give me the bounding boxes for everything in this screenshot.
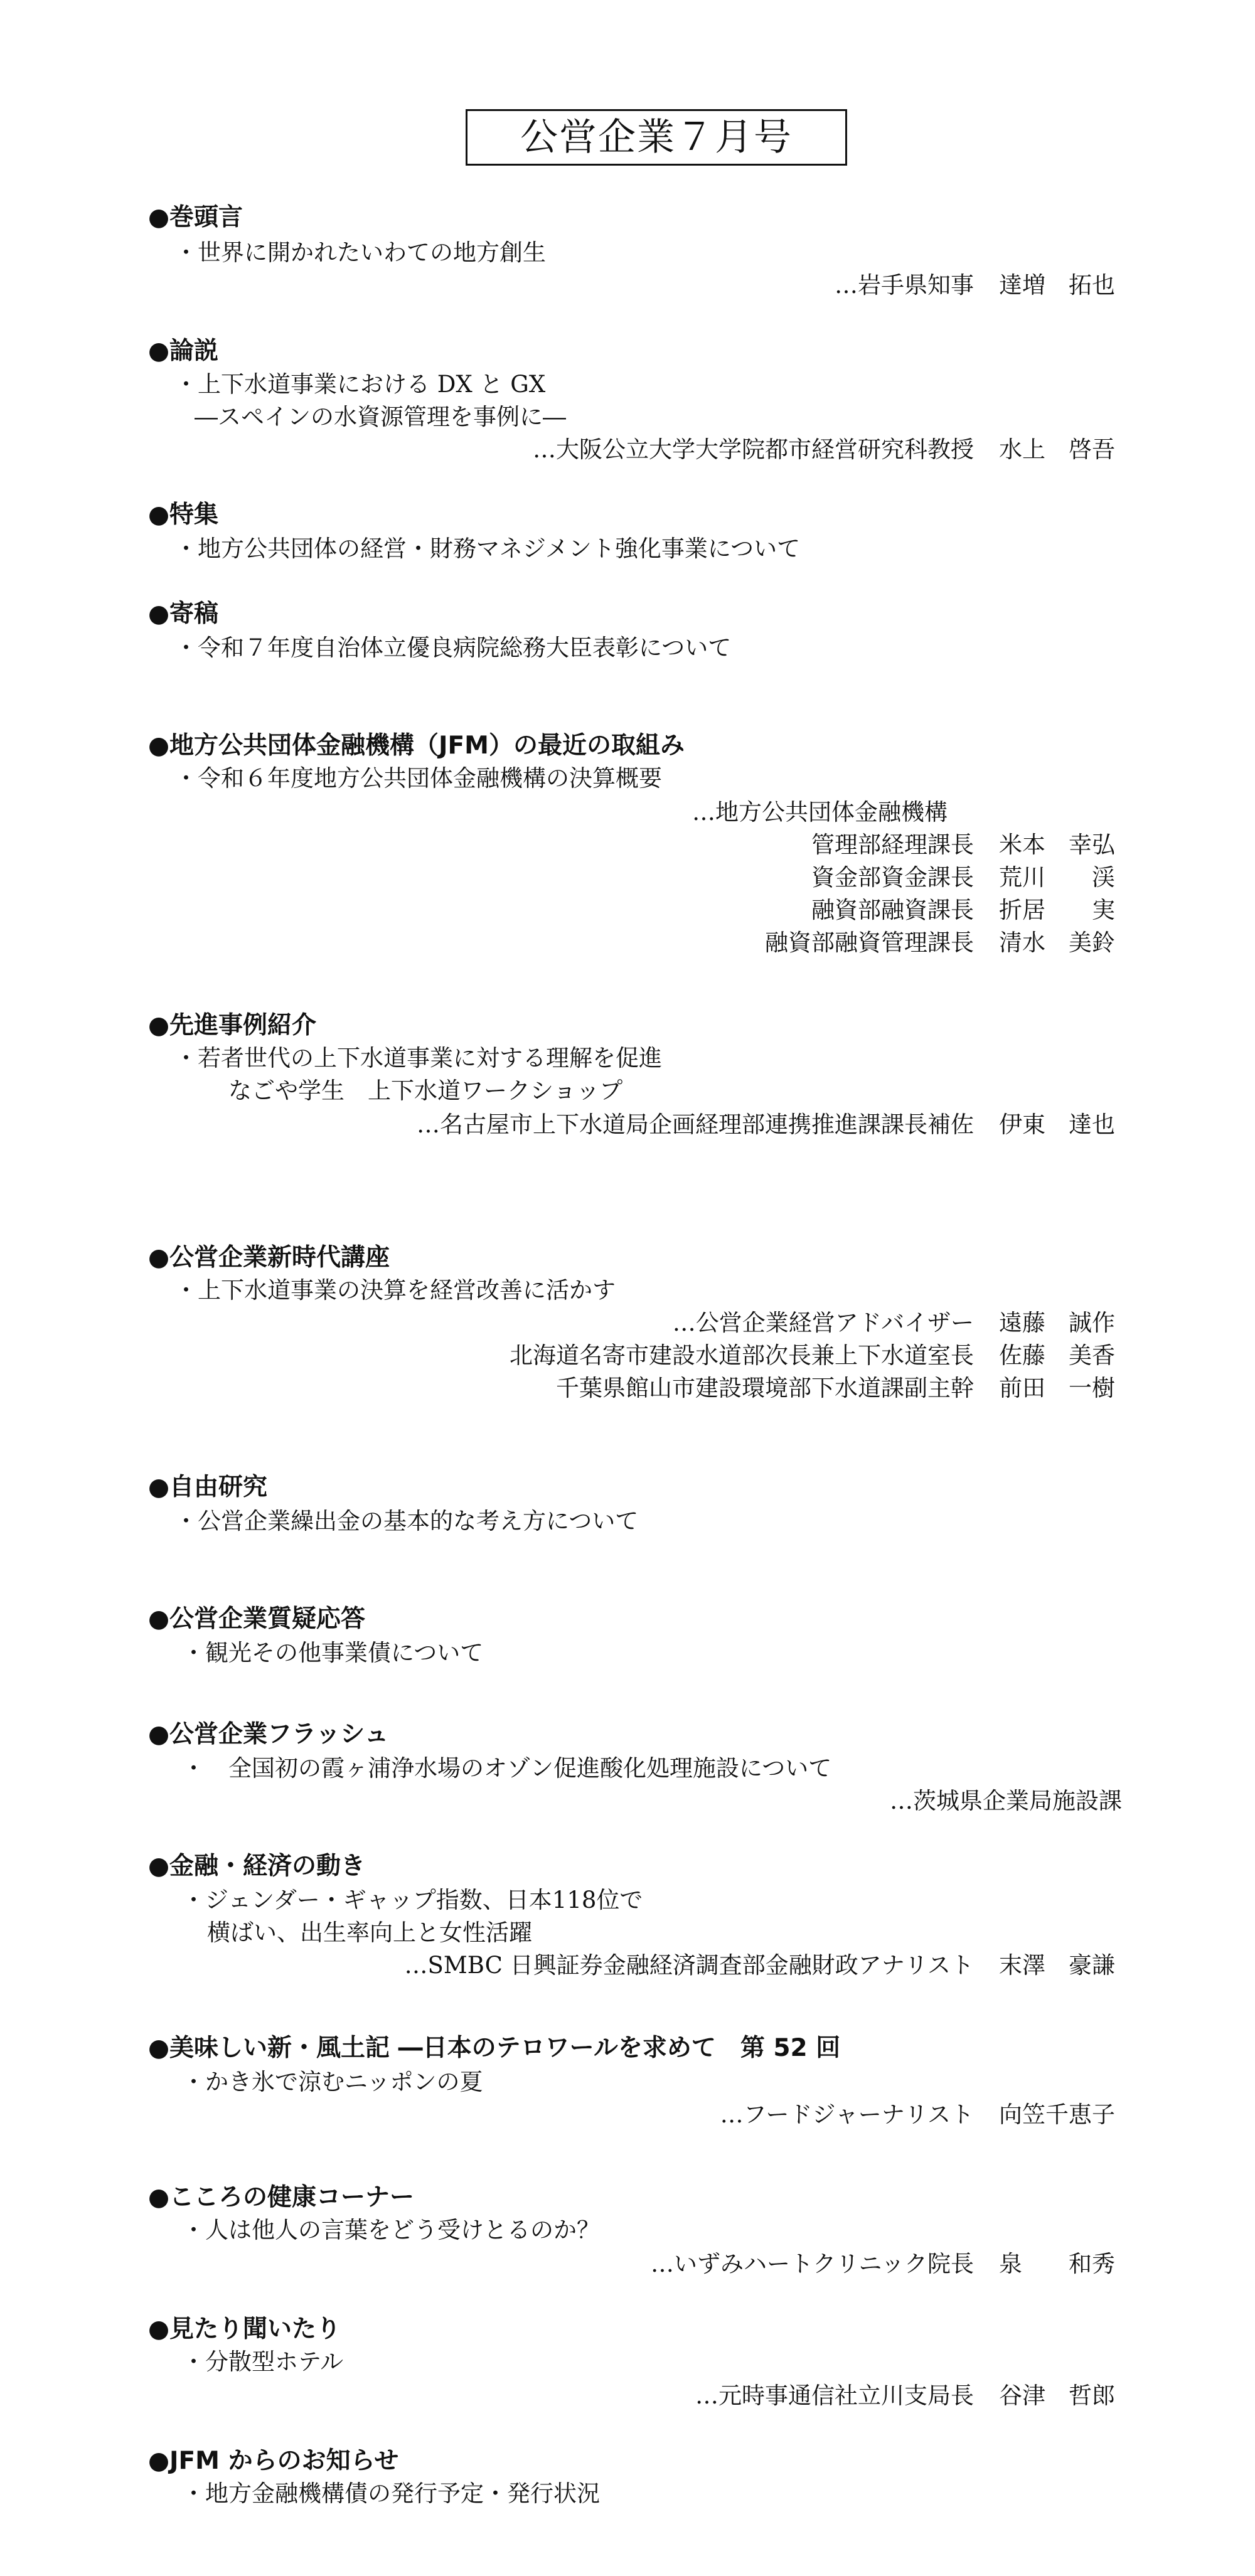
author-name: 折居 実 [999, 897, 1115, 923]
article-title: ・分散型ホテル [182, 2348, 344, 2375]
author-line [890, 1786, 1122, 1817]
section-heading-shitsugi: ●公営企業質疑応答 [148, 1605, 366, 1633]
author-role: 融資部融資管理課長 [765, 929, 974, 956]
article-title: ・ 全国初の霞ヶ浦浄水場のオゾン促進酸化処理施設について [182, 1755, 832, 1782]
author-line [811, 895, 1122, 926]
author-line [533, 434, 1122, 466]
author-line [811, 862, 1122, 893]
author-name: 清水 美鈴 [999, 929, 1115, 956]
article-title: ・世界に開かれたいわての地方創生 [174, 239, 546, 266]
author-line [405, 1950, 1122, 1981]
article-title: ・かき氷で涼むニッポンの夏 [182, 2068, 483, 2095]
section-heading-flash: ●公営企業フラッシュ [148, 1720, 389, 1748]
author-line [417, 1109, 1122, 1141]
article-subtitle: なごや学生 上下水道ワークショップ [228, 1077, 623, 1104]
article-title: ・人は他人の言葉をどう受けとるのか？ [182, 2217, 600, 2243]
section-heading-jfm: ●地方公共団体金融機構（JFM）の最近の取組み [148, 732, 685, 760]
author-line [695, 2380, 1122, 2412]
author-line [510, 1340, 1122, 1371]
author-name: 遠藤 誠作 [999, 1309, 1115, 1336]
author-role: 管理部経理課長 [811, 831, 974, 858]
author-role: 融資部融資課長 [811, 897, 974, 923]
author-affiliation: …公営企業経営アドバイザー [672, 1309, 974, 1336]
author-name: 米本 幸弘 [999, 831, 1115, 858]
author-affiliation: …フードジャーナリスト [720, 2101, 974, 2128]
article-title: ・観光その他事業債について [182, 1639, 484, 1666]
section-heading-ronsetsu: ●論説 [148, 337, 219, 365]
section-heading-oshirase: ●JFM からのお知らせ [148, 2447, 399, 2475]
author-name: 前田 一樹 [999, 1375, 1115, 1402]
section-heading-kantougen: ●巻頭言 [148, 203, 243, 232]
author-name: 末澤 豪謙 [999, 1952, 1115, 1979]
section-heading-kinyuu: ●金融・経済の動き [148, 1852, 366, 1880]
section-heading-shinjidai: ●公営企業新時代講座 [148, 1243, 390, 1272]
author-name: 達増 拓也 [999, 272, 1115, 299]
author-line [720, 2099, 1122, 2131]
author-name: 水上 啓吾 [999, 436, 1115, 463]
author-affiliation: …岩手県知事 [835, 272, 974, 299]
article-subtitle: ―スペインの水資源管理を事例に― [195, 403, 566, 430]
section-heading-jiyuu: ●自由研究 [148, 1473, 268, 1501]
section-heading-kokoro: ●こころの健康コーナー [148, 2183, 415, 2211]
article-title: ・上下水道事業における DX と GX [174, 371, 546, 398]
author-affiliation: …いずみハートクリニック院長 [650, 2250, 974, 2277]
author-affiliation: …元時事通信社立川支局長 [695, 2382, 974, 2409]
article-title: ・令和７年度自治体立優良病院総務大臣表彰について [174, 634, 732, 661]
author-line [765, 927, 1122, 959]
section-heading-kikou: ●寄稿 [148, 600, 219, 628]
article-title: ・上下水道事業の決算を経営改善に活かす [174, 1277, 616, 1304]
author-line [651, 2249, 1122, 2280]
article-title: ・地方金融機構債の発行予定・発行状況 [182, 2480, 600, 2507]
author-line [673, 1307, 1122, 1339]
author-line [556, 1373, 1122, 1404]
author-line [811, 829, 1122, 861]
author-name: 谷津 哲郎 [999, 2382, 1115, 2409]
article-title: ・ジェンダー・ギャップ指数、日本118位で [182, 1887, 643, 1913]
author-role: 資金部資金課長 [811, 864, 974, 891]
section-heading-fudoki: ●美味しい新・風土記 ―日本のテロワールを求めて 第 52 回 [148, 2034, 841, 2062]
author-line [835, 270, 1122, 301]
author-name: 伊東 達也 [999, 1111, 1115, 1138]
section-heading-mitari: ●見たり聞いたり [148, 2315, 341, 2343]
author-name: 泉 和秀 [999, 2250, 1115, 2277]
author-name: 荒川 渓 [999, 864, 1115, 891]
author-affiliation: 北海道名寄市建設水道部次長兼上下水道室長 [510, 1342, 974, 1369]
author-affiliation: …SMBC 日興証券金融経済調査部金融財政アナリスト [404, 1952, 974, 1979]
section-heading-tokushu: ●特集 [148, 501, 219, 529]
article-title: ・地方公共団体の経営・財務マネジメント強化事業について [174, 535, 801, 562]
author-organization: …地方公共団体金融機構 [692, 799, 948, 826]
article-title: ・若者世代の上下水道事業に対する理解を促進 [174, 1045, 662, 1072]
author-name: 佐藤 美香 [999, 1342, 1115, 1369]
page-title: 公営企業７月号 [466, 109, 847, 166]
article-title: ・令和６年度地方公共団体金融機構の決算概要 [174, 765, 662, 792]
article-subtitle: 横ばい、出生率向上と女性活躍 [207, 1919, 532, 1946]
author-affiliation: …名古屋市上下水道局企画経理部連携推進課課長補佐 [417, 1111, 974, 1138]
author-affiliation: …茨城県企業局施設課 [890, 1787, 1122, 1814]
section-heading-senshin: ●先進事例紹介 [148, 1011, 317, 1040]
article-title: ・公営企業繰出金の基本的な考え方について [174, 1508, 639, 1535]
author-name: 向笠千恵子 [999, 2101, 1115, 2128]
author-affiliation: 千葉県館山市建設環境部下水道課副主幹 [556, 1375, 974, 1402]
author-affiliation: …大阪公立大学大学院都市経営研究科教授 [533, 436, 974, 463]
